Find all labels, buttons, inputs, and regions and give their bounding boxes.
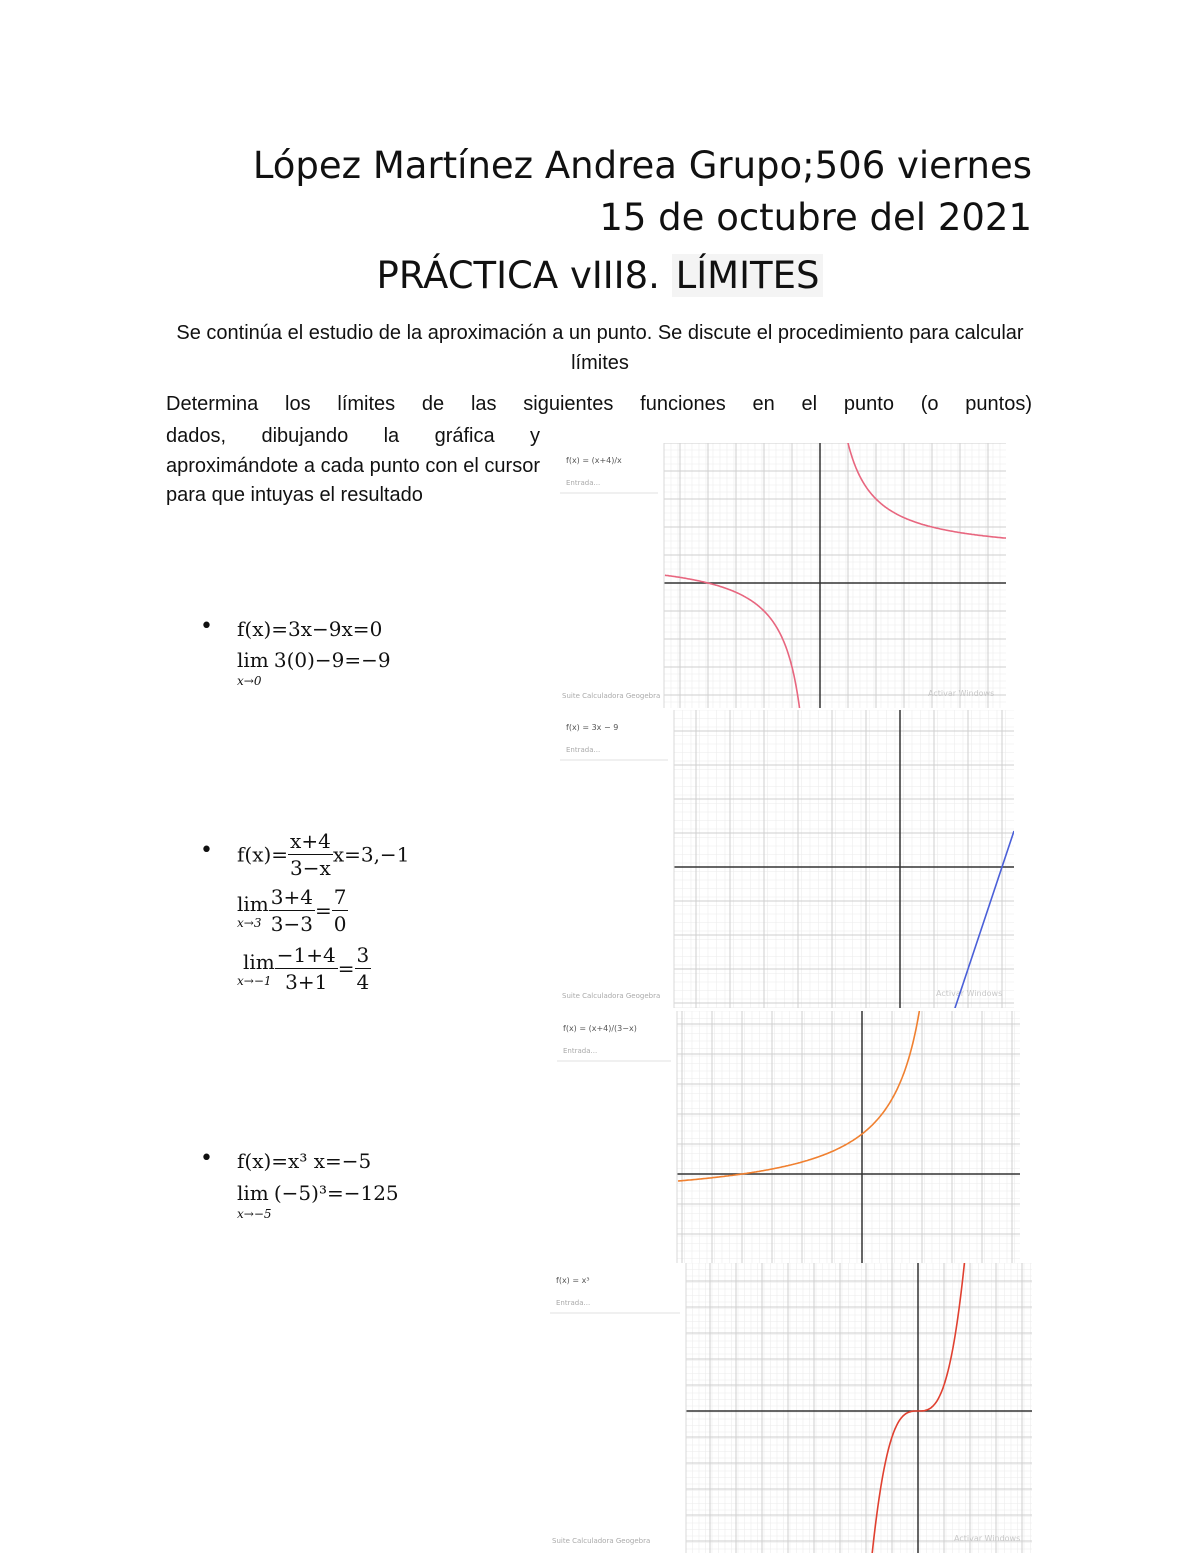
windows-watermark: Activar Windows bbox=[928, 689, 995, 698]
exercise-3-point: x=−5 bbox=[313, 1149, 372, 1173]
fraction-denominator: 4 bbox=[356, 970, 370, 994]
grid-lines bbox=[686, 1263, 1032, 1553]
graph-2-svg bbox=[556, 710, 1014, 1008]
exercise-3-function bbox=[237, 1149, 371, 1173]
fraction-numerator: −1+4 bbox=[276, 943, 336, 967]
windows-watermark: Activar Windows bbox=[936, 989, 1003, 998]
exercise-3-limit bbox=[237, 1181, 399, 1221]
exercise-2-fx: f(x)= bbox=[237, 842, 289, 867]
lim-word: lim bbox=[237, 1181, 269, 1205]
result-fraction bbox=[332, 884, 349, 937]
fraction-denominator: 3−x bbox=[290, 856, 331, 880]
lim-expression: 3(0)−9=−9 bbox=[273, 648, 391, 672]
panel-input: Entrada... bbox=[556, 1299, 591, 1307]
panel-input: Entrada... bbox=[566, 746, 601, 754]
panel-footer: Suite Calculadora Geogebra bbox=[552, 1537, 651, 1545]
page-title bbox=[0, 254, 1200, 297]
result-fraction bbox=[355, 942, 372, 995]
exercise-2-limit-1 bbox=[237, 884, 348, 937]
fraction-denominator: 3−3 bbox=[270, 912, 313, 936]
header-line-2: 15 de octubre del 2021 bbox=[599, 196, 1032, 239]
equals-sign: = bbox=[314, 898, 332, 923]
header-line-1: López Martínez Andrea Grupo;506 viernes bbox=[252, 144, 1032, 187]
bullet-2: • bbox=[200, 838, 213, 863]
exercise-2-point: x=3,−1 bbox=[332, 842, 410, 867]
exercise-1-limit bbox=[237, 648, 391, 688]
intro-paragraph: Se continúa el estudio de la aproximación a un punto. Se discute el procedimiento para calcular límites bbox=[176, 322, 1024, 374]
panel-expression: f(x) = (x+4)/x bbox=[566, 456, 622, 465]
lim-subscript: x→0 bbox=[237, 674, 262, 688]
algebra-panel bbox=[556, 710, 674, 1008]
document-header bbox=[253, 140, 1032, 244]
lim-word: lim bbox=[237, 648, 269, 672]
lim-word: lim bbox=[237, 891, 269, 916]
title-highlight: LÍMITES bbox=[672, 254, 824, 297]
lim-block bbox=[237, 950, 275, 988]
graph-4-screenshot bbox=[546, 1263, 1032, 1553]
grid-lines bbox=[664, 443, 1006, 708]
fraction-denominator: 0 bbox=[333, 912, 347, 936]
bullet-3: • bbox=[200, 1146, 213, 1171]
graph-3-svg bbox=[553, 1011, 1020, 1265]
lim-fraction bbox=[269, 884, 315, 937]
graph-3-screenshot bbox=[553, 1011, 1020, 1265]
lim-block bbox=[237, 892, 269, 930]
grid-lines bbox=[677, 1011, 1020, 1265]
fraction-numerator: 3+4 bbox=[270, 885, 313, 909]
equals-sign: = bbox=[337, 956, 355, 981]
graph-1-svg bbox=[556, 443, 1006, 708]
bullet-1: • bbox=[200, 614, 213, 639]
exercise-2-fraction bbox=[288, 828, 333, 881]
lim-subscript: x→−1 bbox=[237, 973, 272, 988]
fraction-numerator: 3 bbox=[356, 943, 370, 967]
exercise-3-fx: f(x)=x³ bbox=[237, 1149, 308, 1173]
windows-watermark: Activar Windows bbox=[954, 1534, 1021, 1543]
panel-expression: f(x) = (x+4)/(3−x) bbox=[563, 1024, 637, 1033]
panel-footer: Suite Calculadora Geogebra bbox=[562, 992, 661, 1000]
fraction-denominator: 3+1 bbox=[285, 970, 328, 994]
graph-4-svg bbox=[546, 1263, 1032, 1553]
exercise-1-fx: f(x)=3x−9 bbox=[237, 617, 342, 641]
panel-expression: f(x) = x³ bbox=[556, 1276, 590, 1285]
exercise-1-function bbox=[237, 617, 382, 641]
graph-1-screenshot bbox=[556, 443, 1006, 708]
lim-word: lim bbox=[243, 949, 275, 974]
graph-2-screenshot bbox=[556, 710, 1014, 1008]
exercise-2-function bbox=[237, 828, 409, 881]
lim-expression: (−5)³=−125 bbox=[273, 1181, 399, 1205]
lim-subscript: x→−5 bbox=[237, 1207, 272, 1221]
panel-footer: Suite Calculadora Geogebra bbox=[562, 692, 661, 700]
panel-input: Entrada... bbox=[563, 1047, 598, 1055]
fraction-numerator: 7 bbox=[333, 885, 347, 909]
instructions-rest: dados, dibujando la gráfica y aproximándote a cada punto con el cursor para que intuyas el resultado bbox=[166, 425, 540, 506]
title-prefix: PRÁCTICA vIII8. bbox=[376, 254, 660, 297]
lim-fraction bbox=[275, 942, 338, 995]
grid-lines bbox=[674, 710, 1014, 1008]
panel-expression: f(x) = 3x − 9 bbox=[566, 723, 619, 732]
exercise-2-limit-2 bbox=[237, 942, 371, 995]
fraction-numerator: x+4 bbox=[290, 829, 331, 853]
lim-subscript: x→3 bbox=[237, 915, 262, 930]
panel-input: Entrada... bbox=[566, 479, 601, 487]
exercise-1-point: x=0 bbox=[341, 617, 383, 641]
instructions-line-1: Determina los límites de las siguientes funciones en el punto (o puntos) bbox=[166, 393, 1032, 415]
